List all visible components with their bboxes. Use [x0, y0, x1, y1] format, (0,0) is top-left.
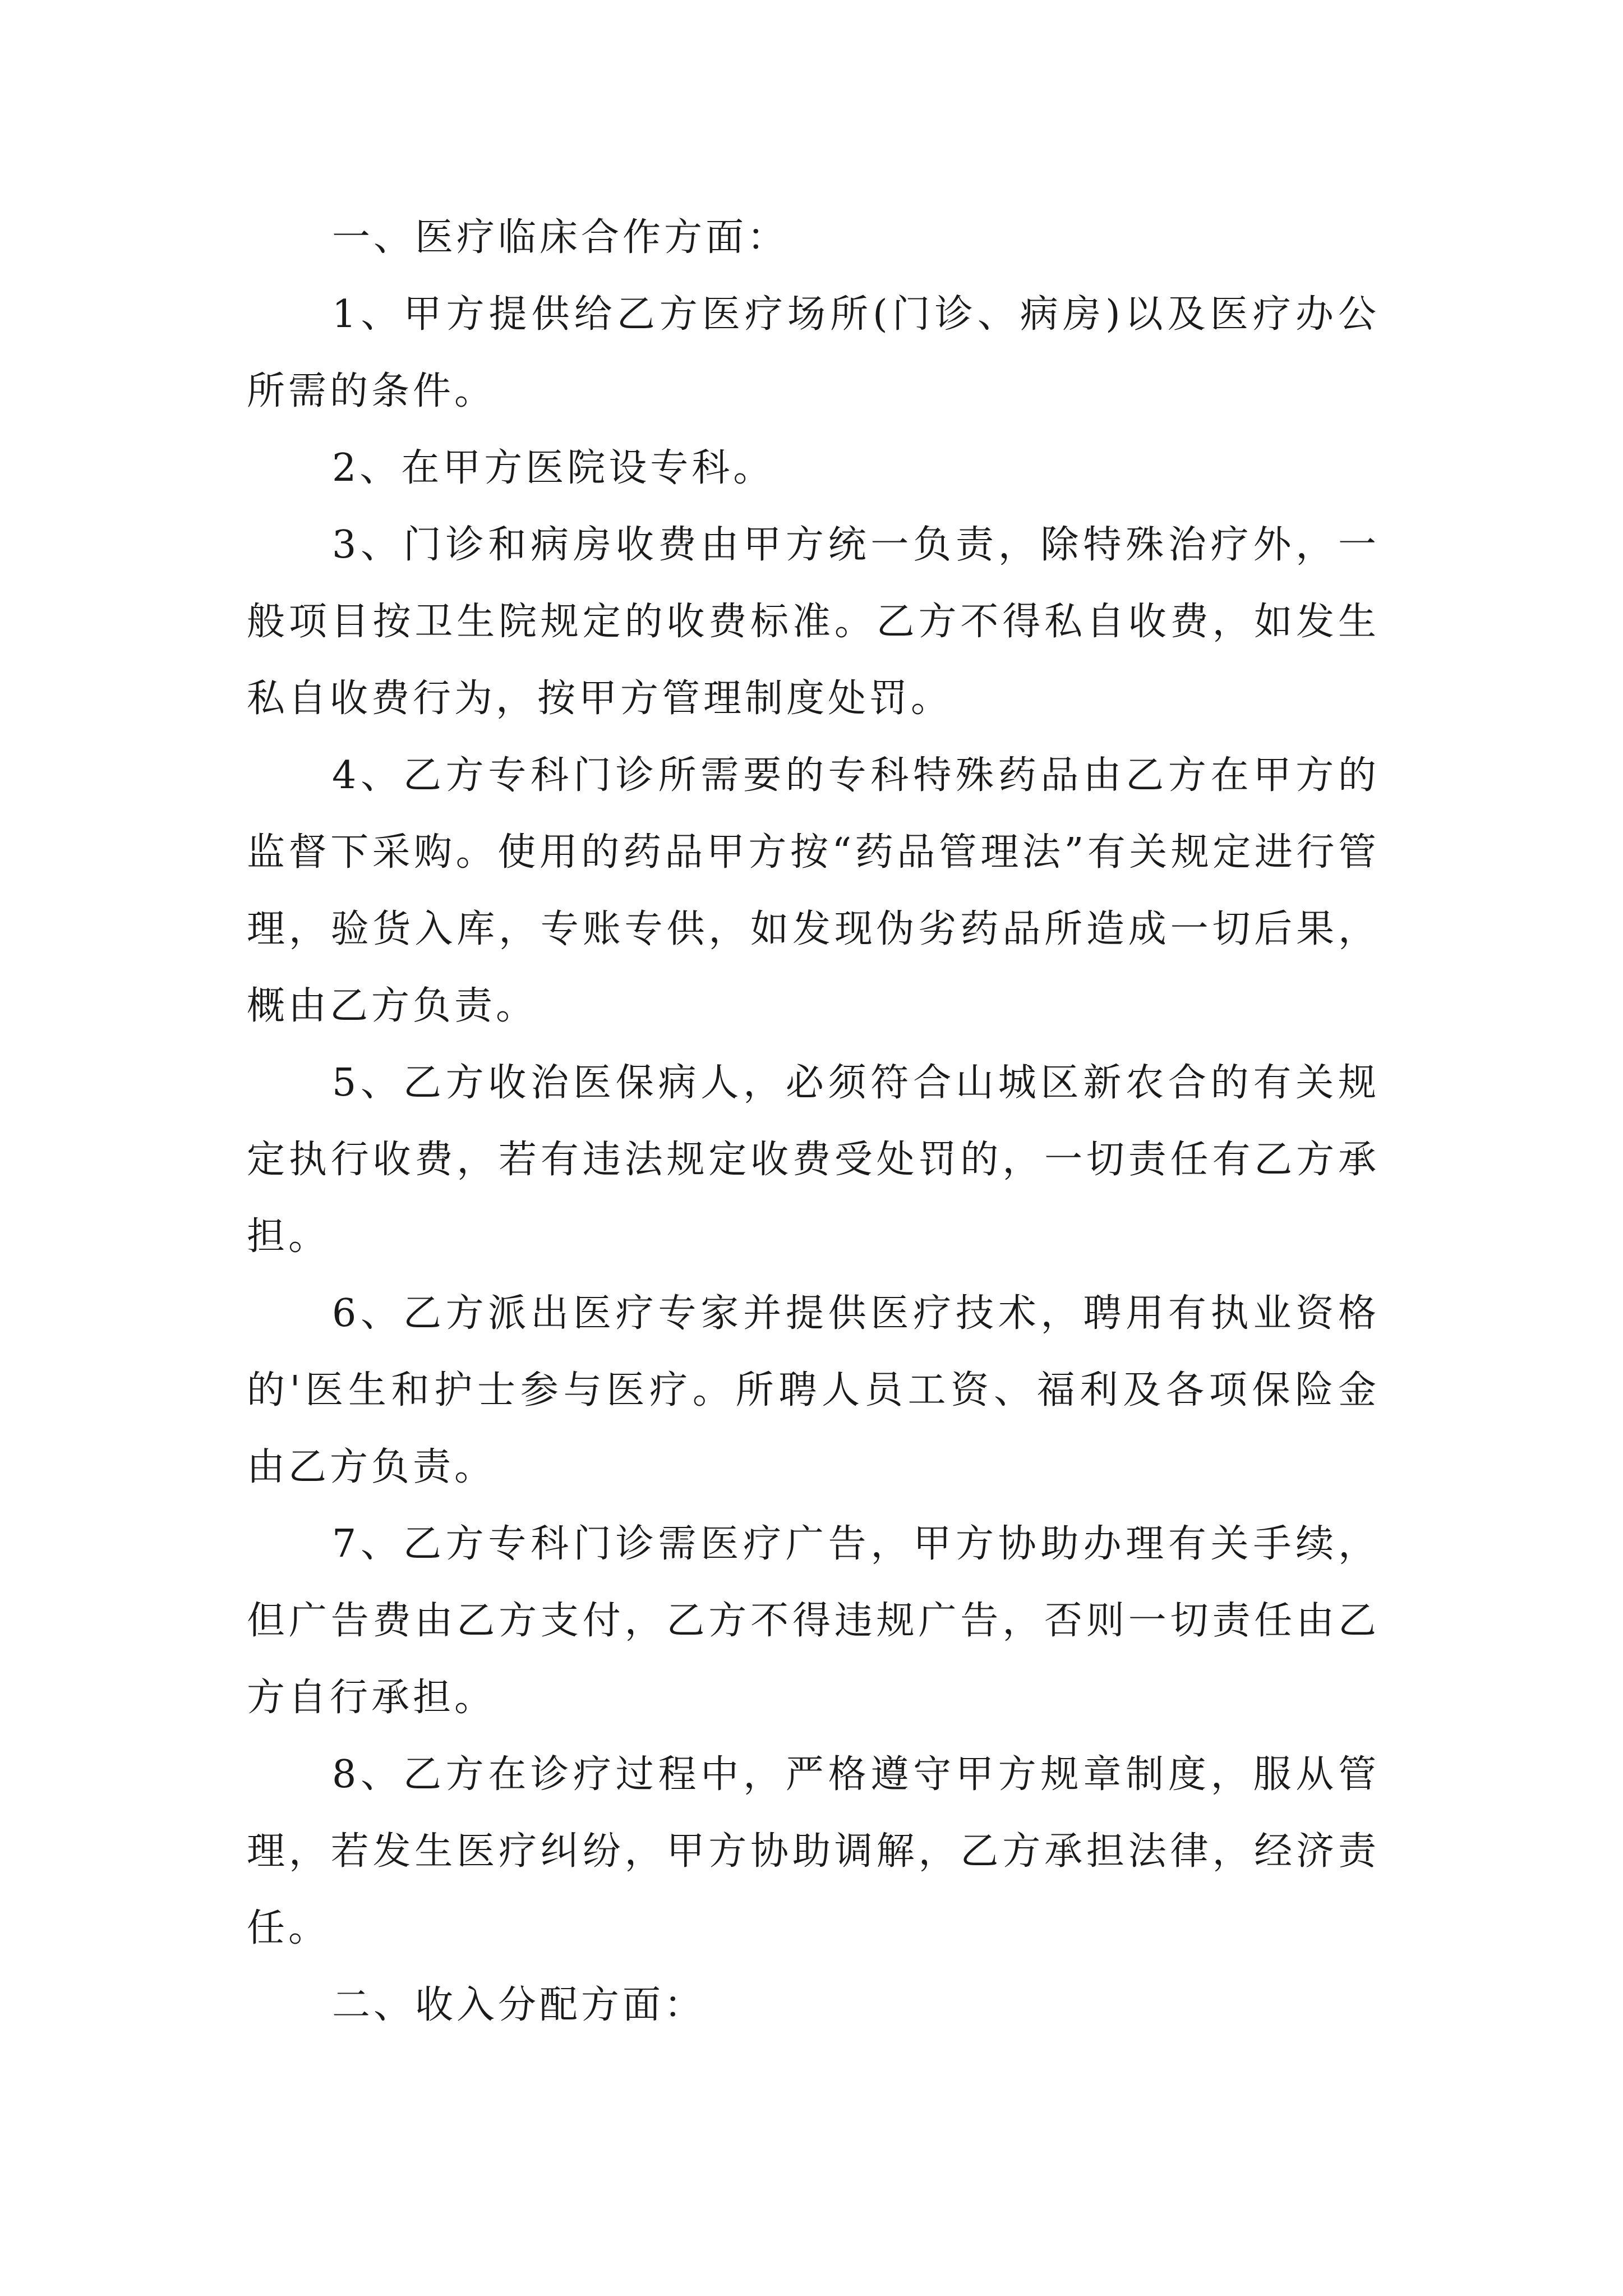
clause-2: 2、在甲方医院设专科。 — [332, 446, 775, 490]
clause-7: 7、乙方专科门诊需医疗广告，甲方协助办理有关手续，但广告费由乙方支付，乙方不得违规广告，否则一切责任由乙方自行承担。 — [247, 1522, 1380, 1720]
section-heading-income-distribution: 二、收入分配方面： — [332, 1983, 706, 2027]
document-body — [247, 199, 1380, 2044]
clause-8: 8、乙方在诊疗过程中，严格遵守甲方规章制度，服从管理，若发生医疗纠纷，甲方协助调解，乙方承担法律，经济责任。 — [247, 1752, 1380, 1950]
section-heading-medical-cooperation: 一、医疗临床合作方面： — [332, 215, 789, 260]
clause-4: 4、乙方专科门诊所需要的专科特殊药品由乙方在甲方的监督下采购。使用的药品甲方按“药品管理法”有关规定进行管理，验货入库，专账专供，如发现伪劣药品所造成一切后果，概由乙方负责。 — [247, 753, 1380, 1028]
clause-3: 3、门诊和病房收费由甲方统一负责，除特殊治疗外，一般项目按卫生院规定的收费标准。乙方不得私自收费，如发生私自收费行为，按甲方管理制度处罚。 — [247, 523, 1380, 721]
clause-5: 5、乙方收治医保病人，必须符合山城区新农合的有关规定执行收费，若有违法规定收费受处罚的，一切责任有乙方承担。 — [247, 1061, 1380, 1259]
clause-6: 6、乙方派出医疗专家并提供医疗技术，聘用有执业资格的'医生和护士参与医疗。所聘人员工资、福利及各项保险金由乙方负责。 — [247, 1291, 1380, 1489]
clause-1: 1、甲方提供给乙方医疗场所(门诊、病房)以及医疗办公所需的条件。 — [247, 292, 1380, 413]
